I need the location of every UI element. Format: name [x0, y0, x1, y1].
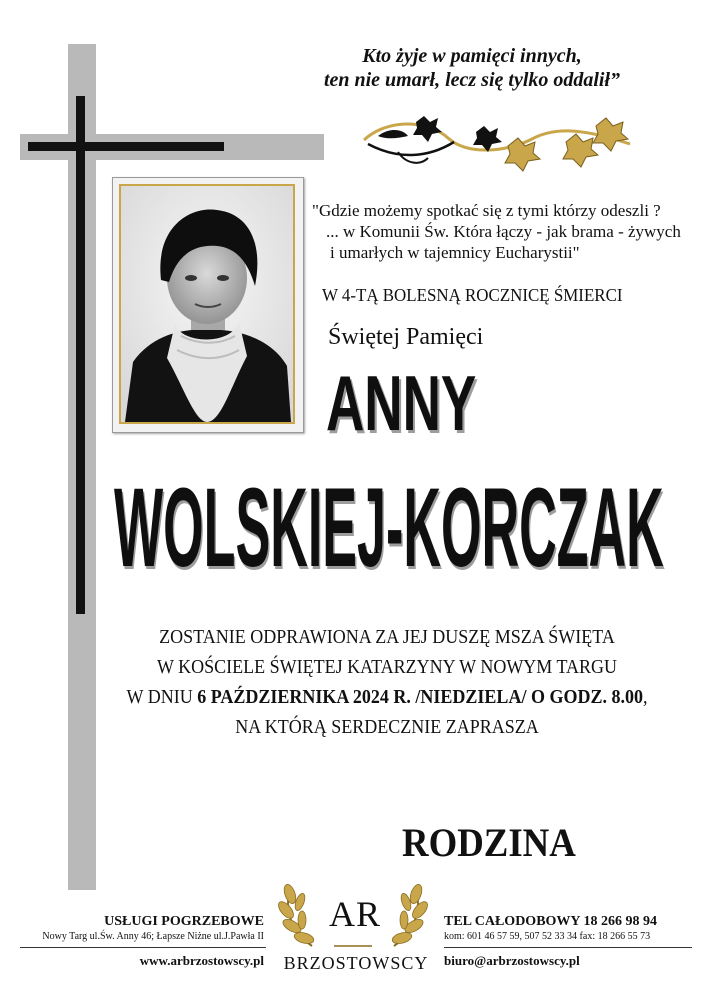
quote-line-3: i umarłych w tajemnicy Eucharystii" — [330, 243, 580, 262]
quote-line-1: "Gdzie możemy spotkać się z tymi którzy odeszli ? — [312, 201, 661, 220]
portrait-frame — [112, 177, 304, 433]
deceased-first-name: ANNY — [326, 359, 477, 447]
footer-email-link[interactable]: biuro@arbrzostowscy.pl — [444, 953, 580, 968]
quote-line-2: ... w Komunii Św. Która łączy - jak brama - żywych — [326, 222, 681, 241]
motto-line-1: Kto żyje w pamięci innych, — [362, 45, 582, 67]
mass-time: O GODZ. 8.00 — [530, 686, 643, 708]
footer-company-title: USŁUGI POGRZEBOWE — [104, 914, 264, 929]
deceased-last-name: WOLSKIEJ-KORCZAK — [114, 465, 664, 590]
footer-left-divider — [20, 947, 266, 948]
logo-company-name: BRZOSTOWSCY — [283, 953, 429, 973]
footer-phone-numbers: kom: 601 46 57 59, 507 52 33 34 fax: 18 266 55 73 — [444, 931, 651, 942]
cross-black-horizontal — [28, 142, 224, 151]
portrait-photo — [119, 184, 295, 424]
announcement-line-1: ZOSTANIE ODPRAWIONA ZA JEJ DUSZĘ MSZA ŚWIĘTA — [159, 626, 615, 648]
announcement-line-2: W KOŚCIELE ŚWIĘTEJ KATARZYNY W NOWYM TARGU — [156, 656, 618, 678]
mass-date: 6 PAŹDZIERNIKA 2024 R. — [197, 686, 411, 708]
vine-ornament-icon — [358, 112, 638, 180]
portrait-image — [121, 186, 293, 422]
holy-memory-line: Świętej Pamięci — [328, 324, 484, 350]
anniversary-line: W 4-TĄ BOLESNĄ ROCZNICĘ ŚMIERCI — [322, 285, 623, 305]
footer-website-link[interactable]: www.arbrzostowscy.pl — [139, 953, 264, 968]
announcement-date-suffix: , — [642, 686, 648, 708]
announcement — [60, 622, 712, 742]
logo-mark: AR — [328, 894, 381, 934]
quote — [312, 200, 697, 263]
footer-address: Nowy Targ ul.Św. Anny 46; Łapsze Niżne ul.J.Pawła II — [42, 931, 264, 942]
footer-right-divider — [444, 947, 692, 948]
announcement-date-prefix: W DNIU — [126, 686, 198, 708]
announcement-line-4: NA KTÓRĄ SERDECZNIE ZAPRASZA — [235, 716, 539, 738]
footer-phone-title: TEL CAŁODOBOWY 18 266 98 94 — [444, 914, 658, 929]
cross-black-vertical — [76, 96, 85, 614]
family-signature: RODZINA — [402, 820, 576, 865]
announcement-line-3 — [93, 682, 682, 712]
mass-day: /NIEDZIELA/ — [410, 686, 531, 708]
motto-line-2: ten nie umarł, lecz się tylko oddalił” — [323, 69, 621, 91]
motto — [262, 44, 682, 92]
